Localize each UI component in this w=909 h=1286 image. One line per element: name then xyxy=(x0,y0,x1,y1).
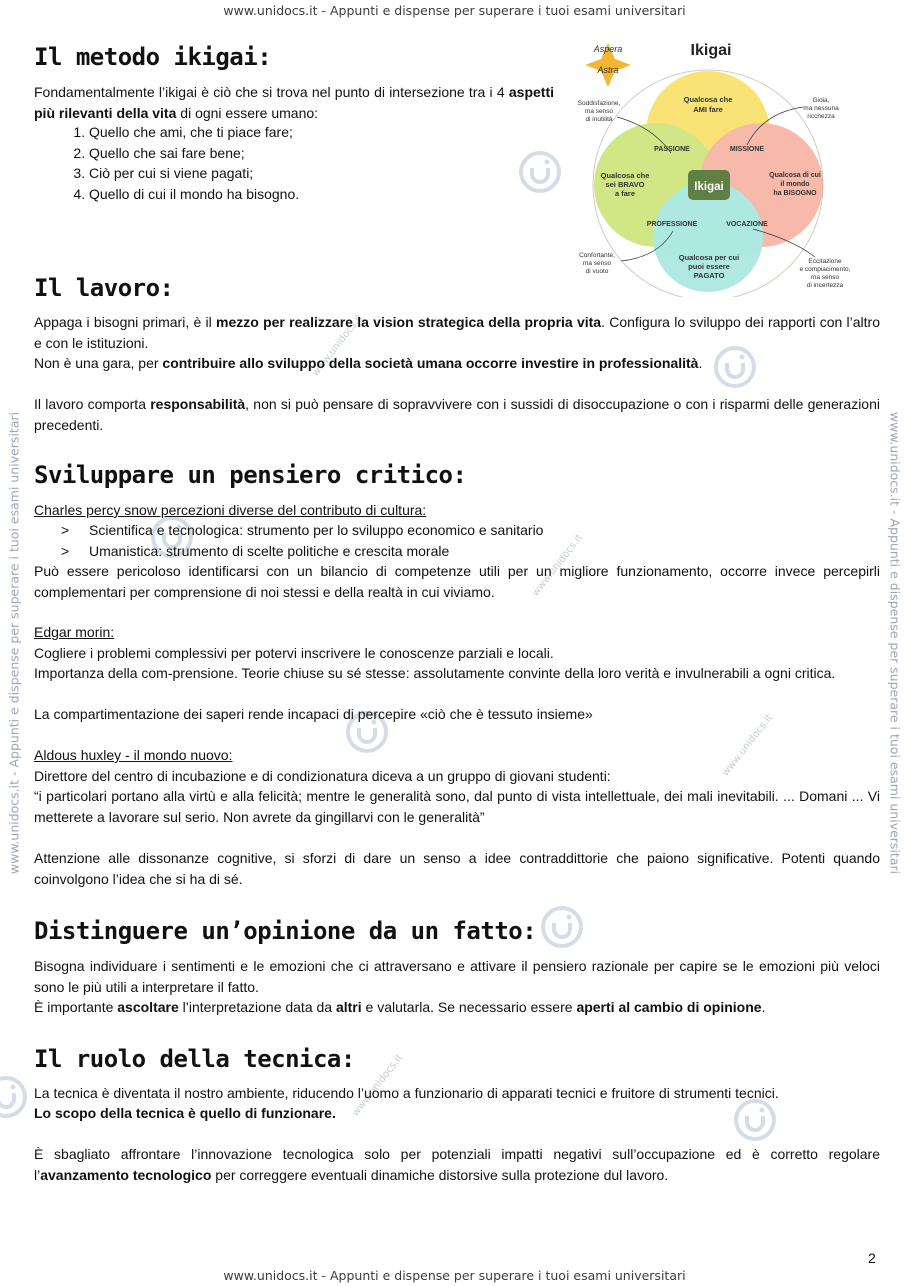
list-item: > Umanistica: strumento di scelte politiche e crescita morale xyxy=(34,541,543,562)
paragraph: La tecnica è diventata il nostro ambiente, riducendo l’uomo a funzionario di apparati tecnici e fruitore di strumenti tecnici. xyxy=(34,1085,779,1101)
svg-text:di vuoto: di vuoto xyxy=(585,268,609,275)
arrow-marker: > xyxy=(61,542,70,559)
paragraph: La compartimentazione dei saperi rende incapaci di percepire «ciò che è tessuto insieme» xyxy=(34,706,593,722)
svg-text:ma senso: ma senso xyxy=(584,108,614,115)
paragraph: Appaga i bisogni primari, è il mezzo per realizzare la vision strategica della propria vita. Configura lo sviluppo dei rapporti con l’altro e con le istituzioni. xyxy=(34,314,880,351)
paragraph: “i particolari portano alla virtù e alla felicità; mentre le generalità sono, dal punto di vista intellettuale, dei mali inevitabili. ... Domani ... Vi metterete a lavorare sul serio. Non avrete da gingillarvi con le generalità” xyxy=(34,788,880,825)
svg-text:puoi essere: puoi essere xyxy=(688,262,730,271)
subheading-snow: Charles percy snow percezioni diverse del contributo di cultura: xyxy=(34,502,427,518)
aspera-astra-logo xyxy=(585,43,631,87)
paragraph: Bisogna individuare i sentimenti e le emozioni che ci attraversano e attivare il pensiero razionale per capire se le emozioni più veloci sono le più utili a interpretare il fatto. xyxy=(34,958,880,995)
paragraph: Non è una gara, per contribuire allo sviluppo della società umana occorre investire in professionalità. xyxy=(34,355,703,371)
svg-text:Confortante,: Confortante, xyxy=(579,252,615,259)
paragraph: Attenzione alle dissonanze cognitive, si sforzi di dare un senso a idee contraddittorie che paiono significative. Potenti quando coinvolgono l’idea che si ha di sé. xyxy=(34,850,880,887)
svg-text:di inutilità: di inutilità xyxy=(585,116,613,123)
svg-text:Ikigai: Ikigai xyxy=(694,181,724,193)
arrow-marker: > xyxy=(61,522,70,538)
list-item: 4. Quello di cui il mondo ha bisogno. xyxy=(89,184,299,205)
svg-text:PASSIONE: PASSIONE xyxy=(654,146,690,153)
list-item: 2. Quello che sai fare bene; xyxy=(89,143,299,164)
unidocs-logo-icon xyxy=(540,905,584,949)
watermark-diagonal: www.unidocs.it xyxy=(350,1052,406,1119)
paragraph: Cogliere i problemi complessivi per potervi inscrivere le conoscenze parziali e locali. xyxy=(34,645,554,661)
ikigai-diagram xyxy=(563,35,863,297)
svg-text:sei BRAVO: sei BRAVO xyxy=(605,180,645,189)
svg-text:Qualcosa che: Qualcosa che xyxy=(683,95,733,104)
subheading-huxley: Aldous huxley - il mondo nuovo: xyxy=(34,747,233,763)
watermark-diagonal: www.unidocs.it xyxy=(720,712,776,779)
svg-text:MISSIONE: MISSIONE xyxy=(729,146,765,153)
diagram-title: Ikigai xyxy=(690,42,732,59)
section-title-lavoro: Il lavoro: xyxy=(34,274,174,302)
paragraph: È sbagliato affrontare l’innovazione tecnologica solo per potenziali impatti negativi sull’occupazione ed è corretto regolare l’avanzamento tecnologico per correggere eventuali dinamiche distorsive sulla protezione dul lavoro. xyxy=(34,1146,880,1183)
svg-text:Qualcosa per cui: Qualcosa per cui xyxy=(678,253,740,262)
paragraph: È importante ascoltare l’interpretazione data da altri e valutarla. Se necessario essere aperti al cambio di opinione. xyxy=(34,999,766,1015)
watermark-diagonal: www.unidocs.it xyxy=(530,532,586,599)
section-title-opinione: Distinguere un’opinione da un fatto: xyxy=(34,917,537,945)
svg-text:ricchezza: ricchezza xyxy=(807,113,835,120)
svg-text:il mondo: il mondo xyxy=(780,181,810,188)
svg-text:a fare: a fare xyxy=(614,189,636,198)
section-title-pensiero-critico: Sviluppare un pensiero critico: xyxy=(34,461,467,489)
subheading-morin: Edgar morin: xyxy=(34,624,115,640)
svg-text:di incertezza: di incertezza xyxy=(806,282,844,289)
section-title-tecnica: Il ruolo della tecnica: xyxy=(34,1045,355,1073)
list-item: 1. Quello che ami, che ti piace fare; xyxy=(89,122,299,143)
svg-text:AMI fare: AMI fare xyxy=(693,105,723,114)
list-item: 3. Ciò per cui si viene pagati; xyxy=(89,163,299,184)
watermark-bottom: www.unidocs.it - Appunti e dispense per superare i tuoi esami universitari xyxy=(223,1268,686,1283)
page-number: 2 xyxy=(868,1250,876,1266)
unidocs-logo-icon xyxy=(0,1075,28,1119)
section-title-ikigai: Il metodo ikigai: xyxy=(34,43,272,71)
svg-text:Soddisfazione,: Soddisfazione, xyxy=(577,100,621,107)
svg-text:Eccitazione: Eccitazione xyxy=(808,258,842,265)
svg-text:e compiacimento,: e compiacimento, xyxy=(799,266,851,273)
svg-text:ma senso: ma senso xyxy=(810,274,840,281)
paragraph: Importanza della com-prensione. Teorie chiuse su sé stesse: assolutamente convinte della loro verità e invulnerabili a ogni critica. xyxy=(34,665,836,681)
watermark-top: www.unidocs.it - Appunti e dispense per superare i tuoi esami universitari xyxy=(223,3,686,18)
paragraph: Direttore del centro di incubazione e di condizionatura diceva a un gruppo di giovani studenti: xyxy=(34,768,611,784)
paragraph: Può essere pericoloso identificarsi con un bilancio di competenze utili per un migliore funzionamento, occorre invece percepirli complementari per comprensione di noi stessi e della realtà in cui viviamo. xyxy=(34,563,880,600)
paragraph: Il lavoro comporta responsabilità, non si può pensare di sopravvivere con i sussidi di disoccupazione o con i risparmi delle generazioni precedenti. xyxy=(34,396,880,433)
svg-text:ma nessuna: ma nessuna xyxy=(803,105,839,112)
numbered-list xyxy=(34,122,299,204)
watermark-left: www.unidocs.it - Appunti e dispense per superare i tuoi esami universitari xyxy=(6,411,22,875)
svg-text:Qualcosa che: Qualcosa che xyxy=(600,171,650,180)
list-item: > Scientifica e tecnologica: strumento per lo sviluppo economico e sanitario xyxy=(34,520,543,541)
svg-text:Gioia,: Gioia, xyxy=(812,97,830,104)
watermark-diagonal: www.unidocs.it xyxy=(310,312,366,379)
svg-text:ha BISOGNO: ha BISOGNO xyxy=(773,190,817,197)
arrow-list xyxy=(34,520,543,561)
svg-text:PAGATO: PAGATO xyxy=(693,271,725,280)
paragraph: Lo scopo della tecnica è quello di funzionare. xyxy=(34,1105,336,1121)
svg-text:Aspera: Aspera xyxy=(593,44,623,54)
svg-text:VOCAZIONE: VOCAZIONE xyxy=(726,221,768,228)
watermark-right: www.unidocs.it - Appunti e dispense per superare i tuoi esami universitari xyxy=(887,411,903,875)
unidocs-logo-icon xyxy=(518,150,562,194)
svg-text:PROFESSIONE: PROFESSIONE xyxy=(646,221,698,228)
svg-text:ma senso: ma senso xyxy=(582,260,612,267)
svg-text:Qualcosa di cui: Qualcosa di cui xyxy=(769,172,821,179)
paragraph: Fondamentalmente l’ikigai è ciò che si trova nel punto di intersezione tra i 4 aspetti più rilevanti della vita di ogni essere umano: xyxy=(34,84,554,121)
svg-text:Astra: Astra xyxy=(597,65,619,75)
